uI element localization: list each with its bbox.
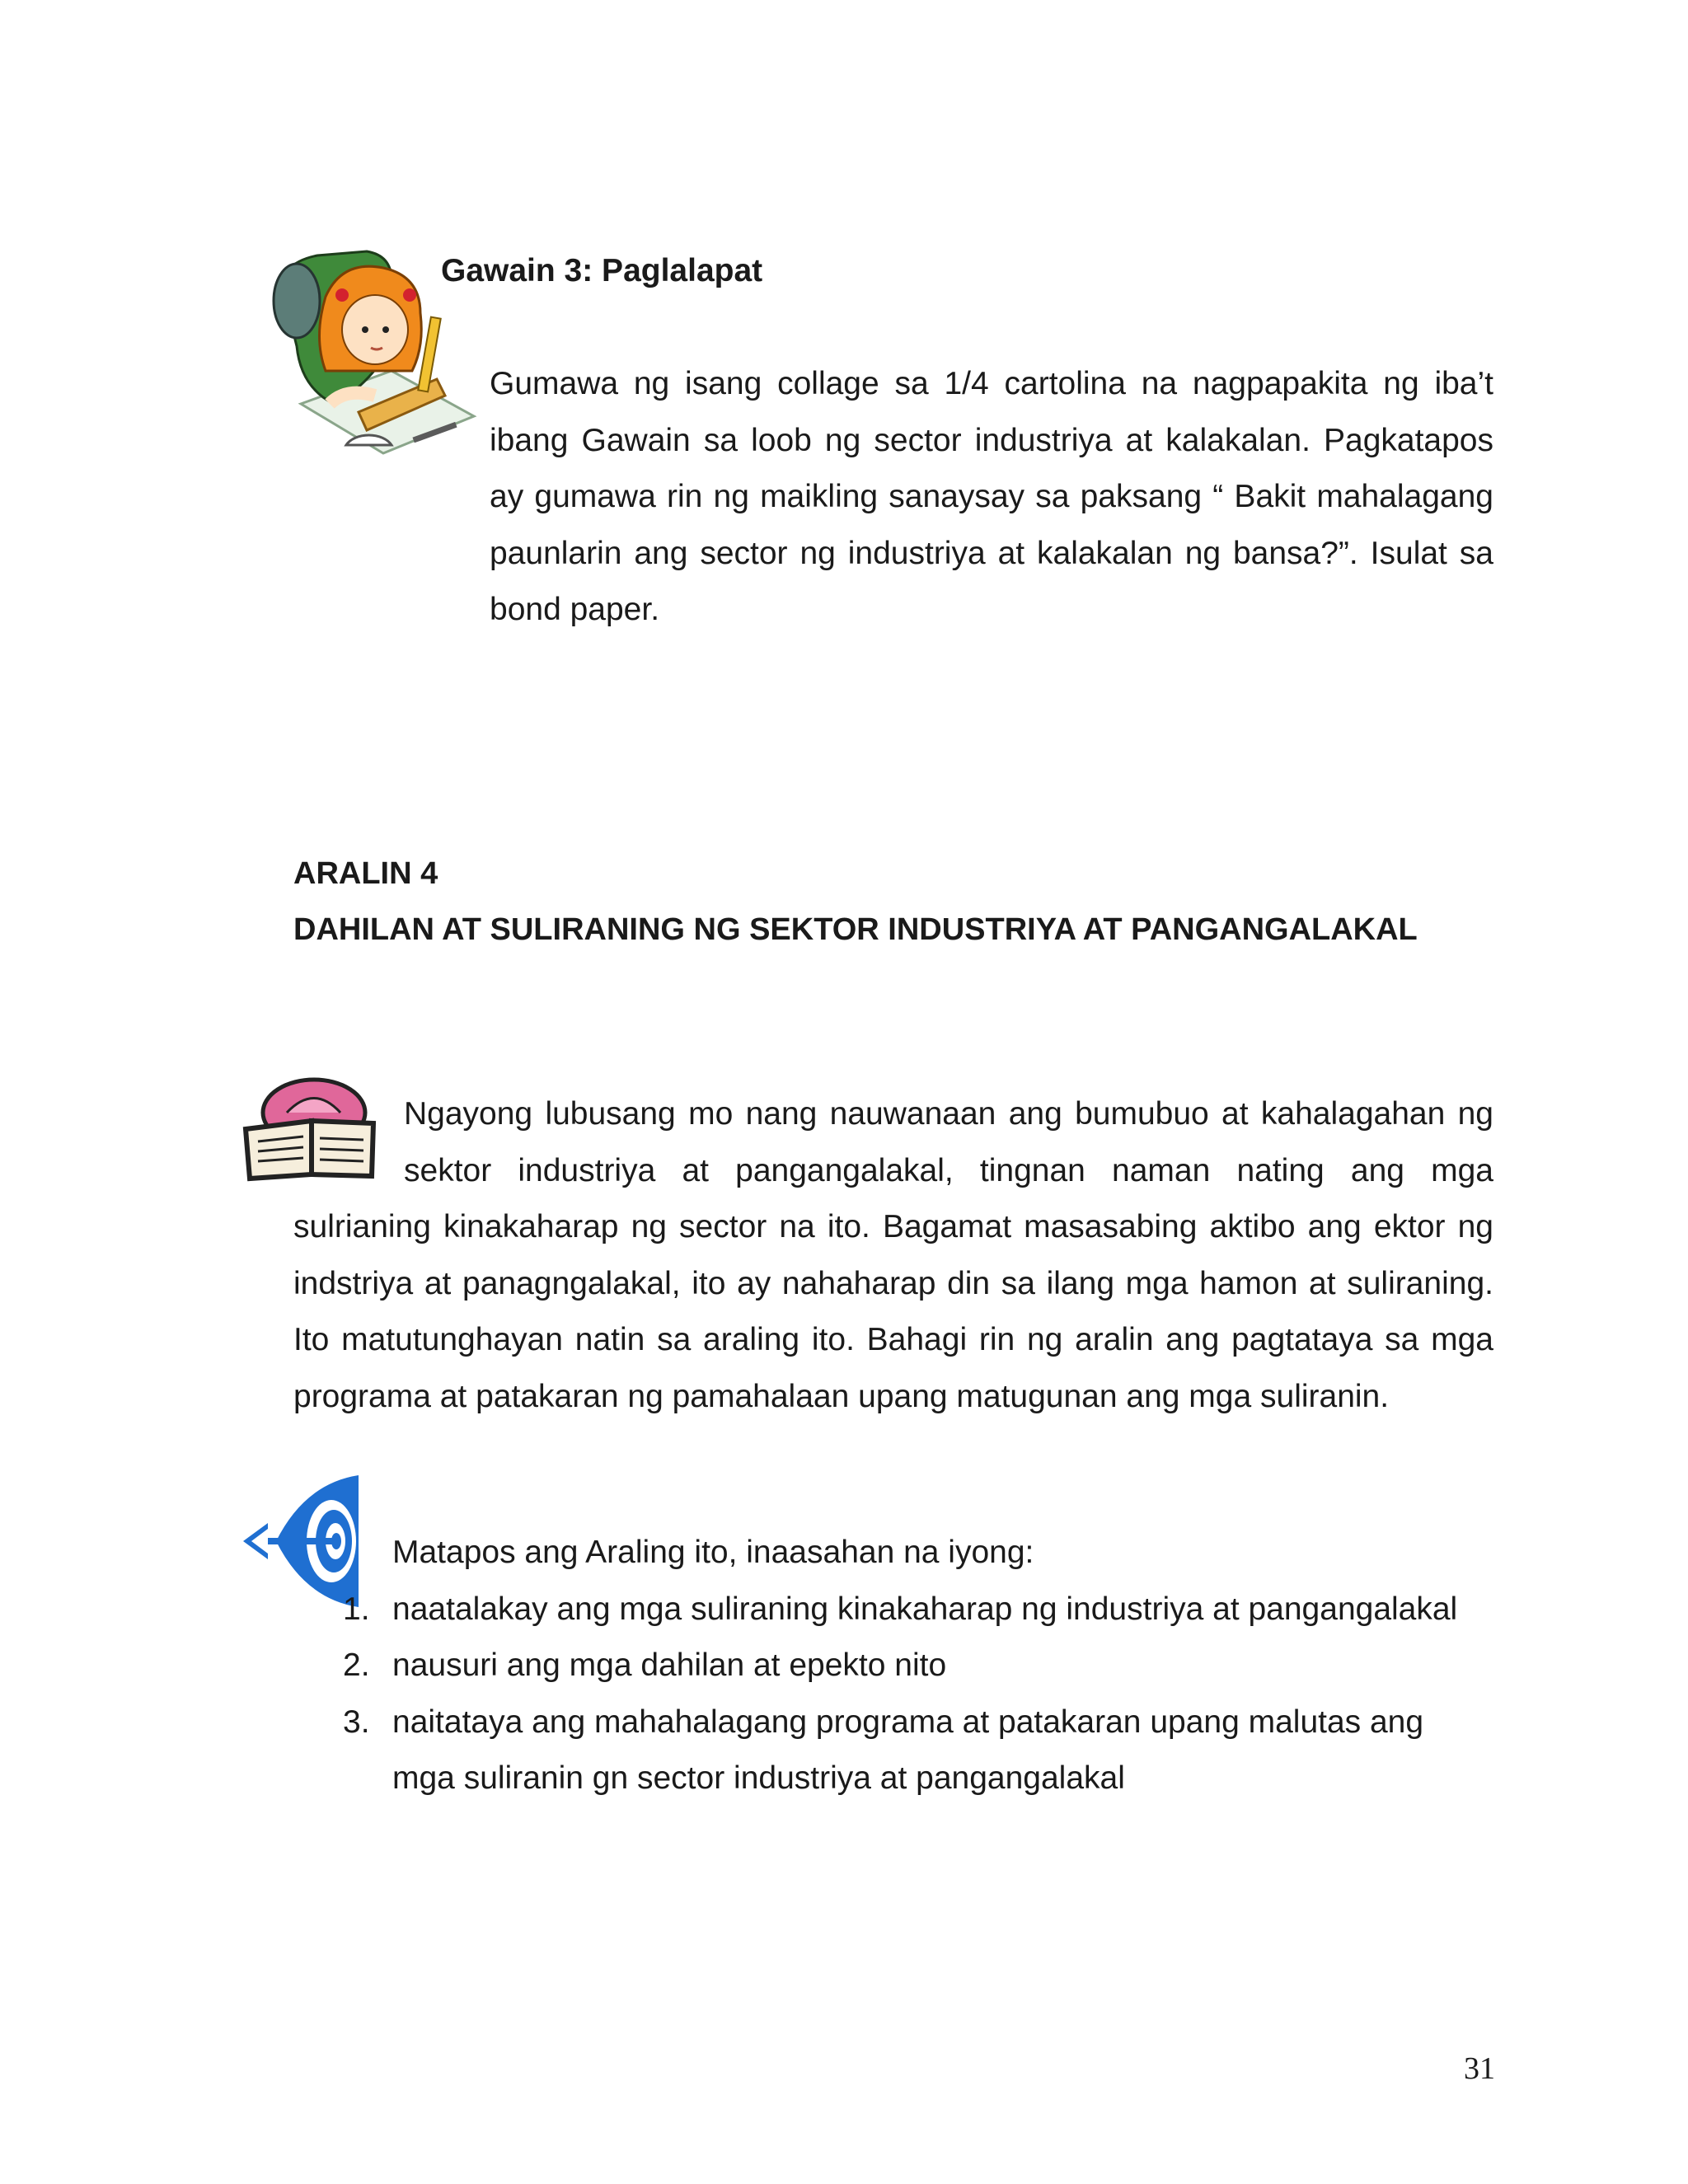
gawain-line: paunlarin ang sector ng industriya at kalakalan ng bansa?”. Isulat sa — [490, 535, 1493, 571]
objectives-lead: Matapos ang Araling ito, inaasahan na iyong: — [392, 1535, 1034, 1570]
intro-line: sulrianing kinakaharap ng sector na ito. Bagamat masasabing aktibo ang ektor ng — [293, 1209, 1493, 1244]
objective-item-continued — [392, 1750, 1505, 1807]
objective-item — [343, 1694, 1505, 1751]
objective-item — [343, 1582, 1505, 1638]
objective-number: 2. — [343, 1647, 370, 1683]
objectives — [343, 1525, 1505, 1807]
gawain-instructions — [490, 356, 1493, 639]
intro-line: Ito matutunghayan natin sa araling ito. Bahagi rin ng aralin ang pagtataya sa mga — [293, 1322, 1493, 1357]
gawain-title: Gawain 3: Paglalapat — [441, 253, 763, 288]
objective-item — [343, 1638, 1505, 1694]
page-number: 31 — [1464, 2051, 1495, 2086]
intro-paragraph — [293, 1086, 1493, 1425]
gawain-line: ay gumawa rin ng maikling sanaysay sa paksang “ Bakit mahalagang — [490, 479, 1493, 514]
intro-line: indstriya at panagngalakal, ito ay nahaharap din sa ilang mga hamon at suliraning. — [293, 1265, 1493, 1301]
objective-number: 3. — [343, 1704, 370, 1740]
objective-text: nausuri ang mga dahilan at epekto nito — [392, 1647, 947, 1683]
objective-text: naatalakay ang mga suliraning kinakaharap ng industriya at pangangalakal — [392, 1591, 1458, 1627]
objective-text: mga suliranin gn sector industriya at pangangalakal — [392, 1760, 1125, 1796]
intro-line: programa at patakaran ng pamahalaan upang matugunan ang mga suliranin. — [293, 1378, 1390, 1414]
aralin-title: DAHILAN AT SULIRANING NG SEKTOR INDUSTRIYA AT PANGANGALAKAL — [293, 912, 1418, 947]
aralin-number: ARALIN 4 — [293, 856, 438, 891]
intro-line: sektor industriya at pangangalakal, tingnan naman nating ang mga — [404, 1152, 1493, 1188]
gawain-line: bond paper. — [490, 592, 660, 627]
aralin-heading — [293, 846, 1497, 958]
objective-text: naitataya ang mahahalagang programa at patakaran upang malutas ang — [392, 1704, 1424, 1740]
objective-number: 1. — [343, 1591, 370, 1627]
intro-line: Ngayong lubusang mo nang nauwanaan ang bumubuo at kahalagahan ng — [404, 1096, 1493, 1132]
gawain-line: ibang Gawain sa loob ng sector industriya at kalakalan. Pagkatapos — [490, 422, 1493, 458]
gawain-line: Gumawa ng isang collage sa 1/4 cartolina na nagpapakita ng iba’t — [490, 366, 1493, 401]
